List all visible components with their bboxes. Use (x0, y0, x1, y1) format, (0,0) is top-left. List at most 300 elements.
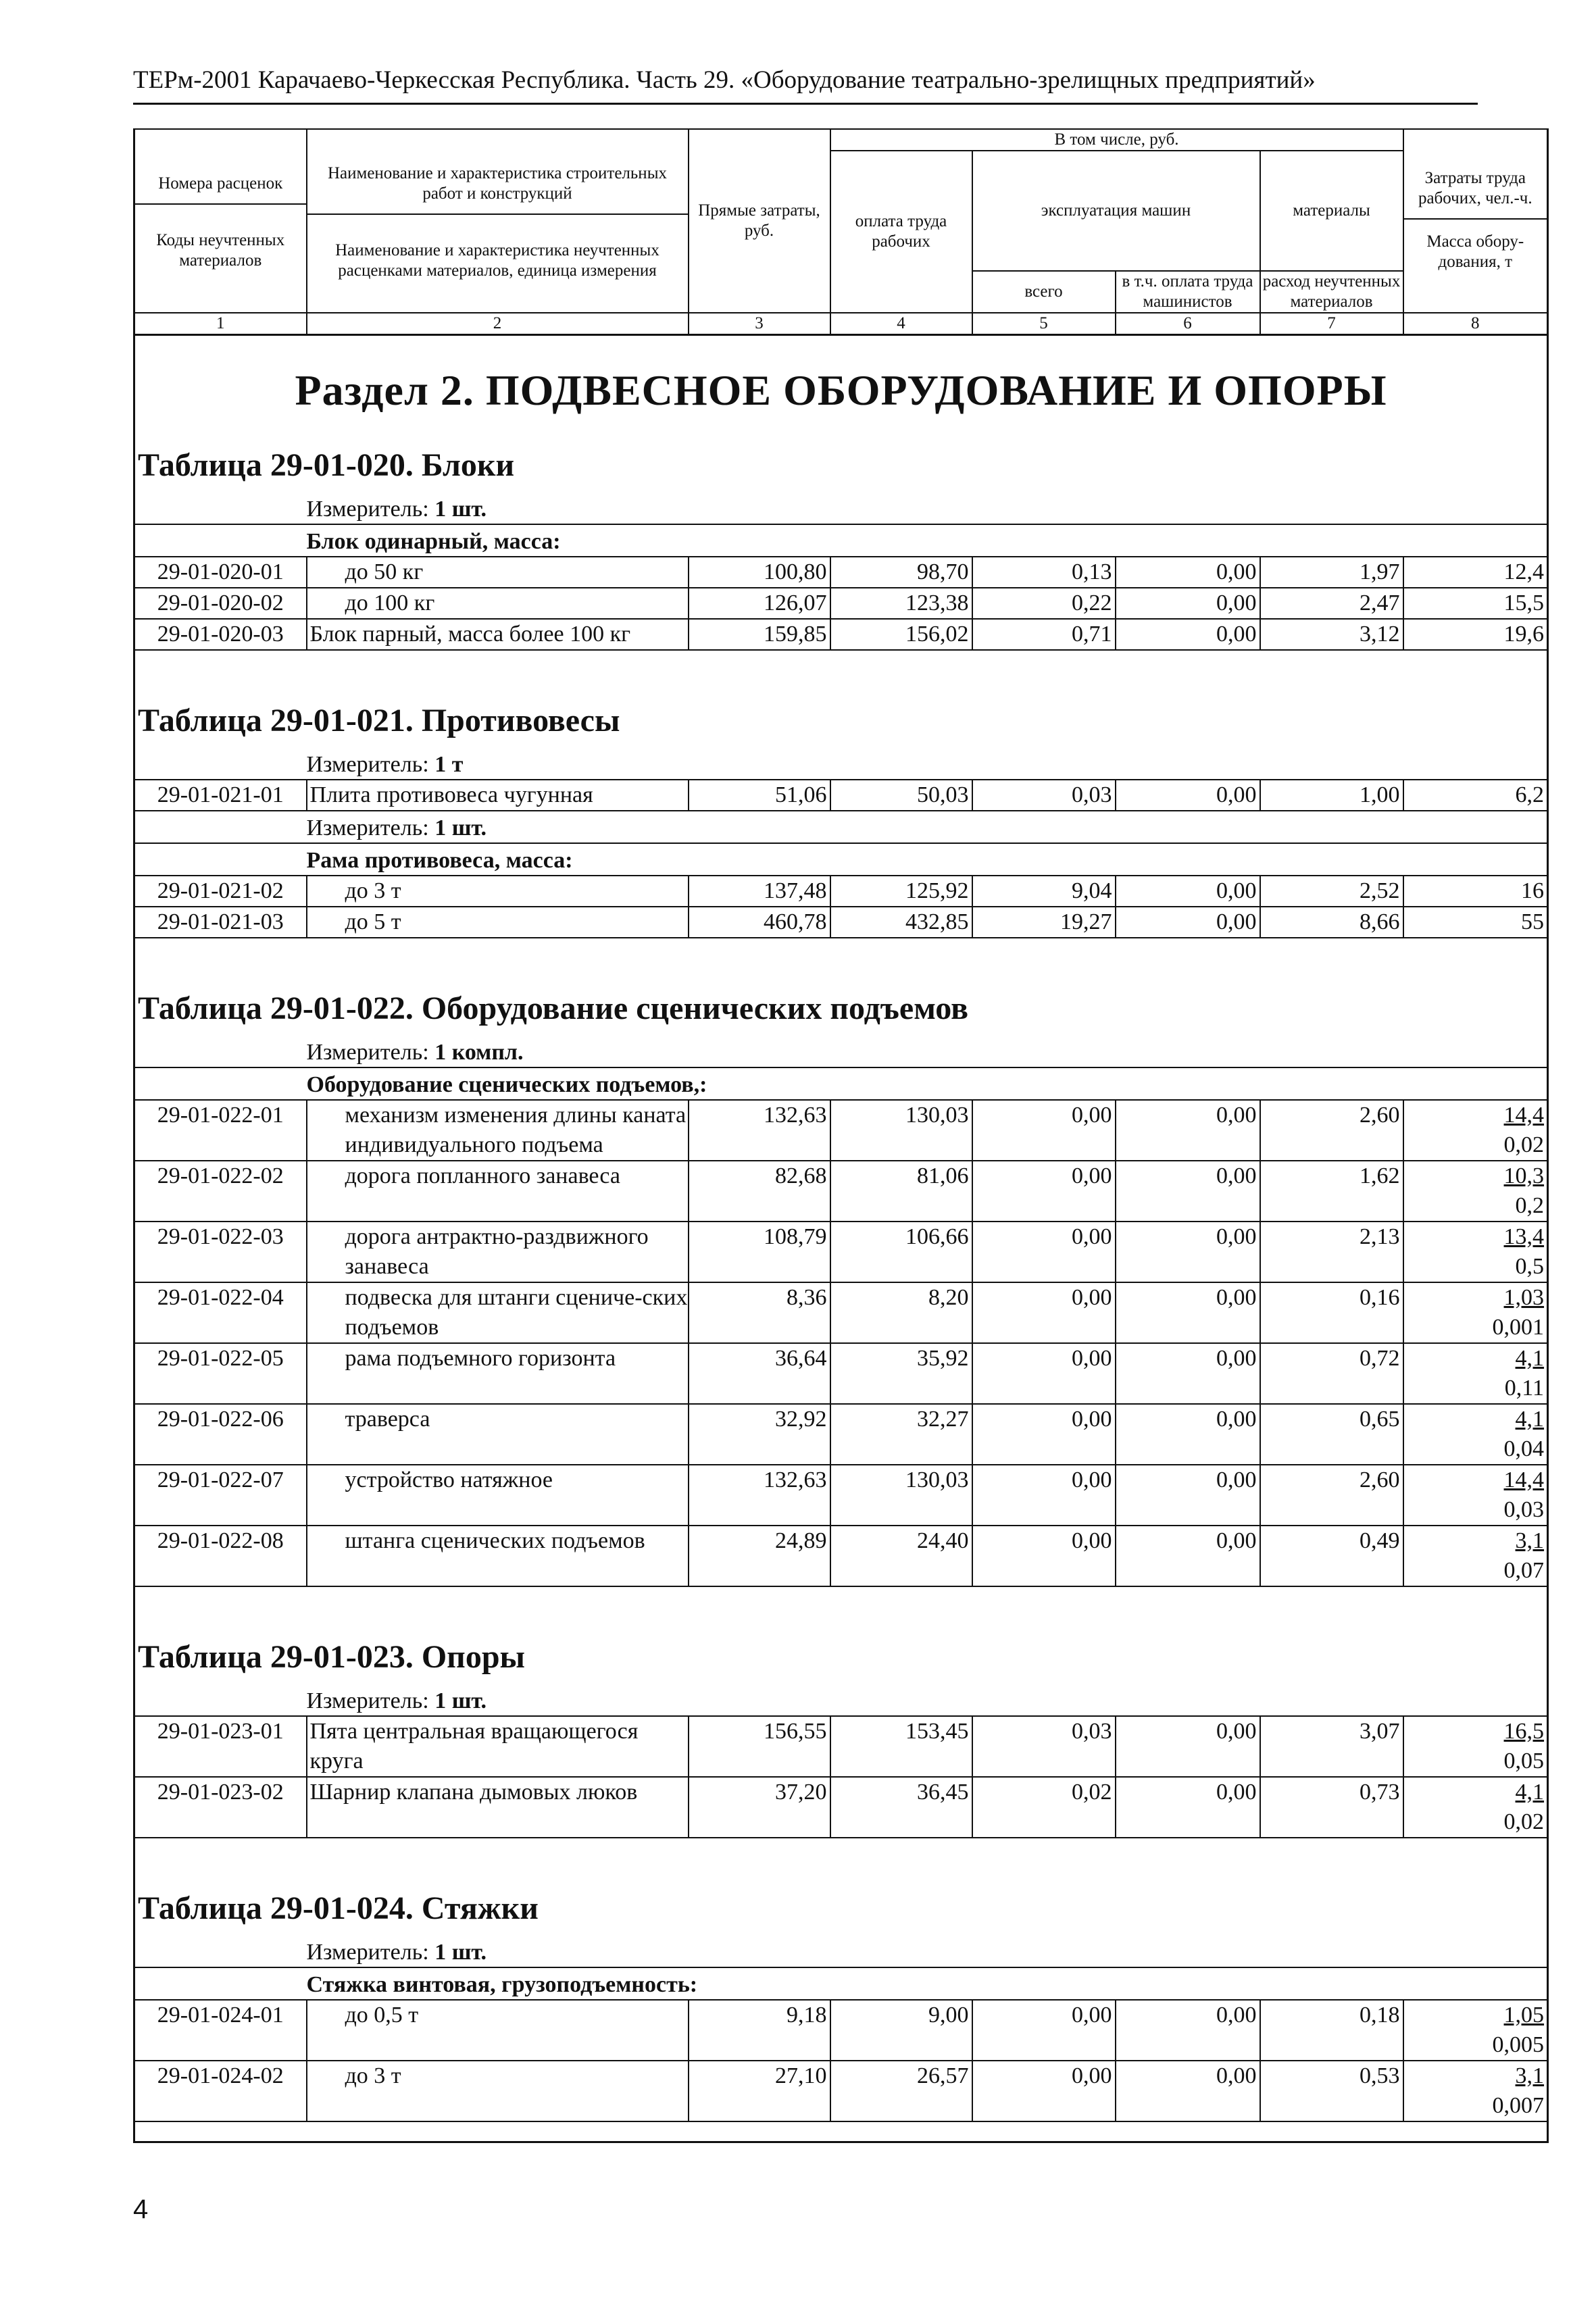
value-c6: 0,00 (1116, 1100, 1260, 1161)
value-c7: 8,66 (1260, 907, 1403, 938)
incl-header: В том числе, руб. (830, 129, 1403, 151)
unit-value: 1 шт. (434, 815, 487, 840)
labor-cost-cell (1403, 876, 1548, 907)
group-row (134, 524, 1548, 557)
table-row (134, 1282, 1548, 1343)
equipment-mass: 0,11 (1504, 1376, 1545, 1401)
unit-label: Измеритель: (306, 1688, 429, 1713)
group-title: Блок одинарный, масса: (307, 524, 1548, 557)
rate-code: 29-01-021-02 (134, 876, 307, 907)
section-title: Раздел 2. ПОДВЕСНОЕ ОБОРУДОВАНИЕ И ОПОРЫ (295, 366, 1387, 414)
rate-code: 29-01-024-01 (134, 2000, 307, 2061)
col2-header-bottom: Наименование и характеристика неучтенных расценками материалов, единица измерения (335, 241, 659, 280)
table-body (134, 335, 1548, 2142)
labor-cost-wrap (1404, 1465, 1545, 1495)
rate-name: до 5 т (307, 907, 689, 938)
unit-row (134, 811, 1548, 843)
labor-cost-cell (1403, 1526, 1548, 1586)
unit-row (134, 1936, 1548, 1967)
equipment-mass: 0,2 (1515, 1193, 1545, 1218)
labor-cost-cell (1403, 1100, 1548, 1161)
value-c4: 81,06 (830, 1161, 972, 1222)
header-rule (133, 103, 1478, 105)
rate-code: 29-01-024-02 (134, 2061, 307, 2121)
rate-name: подвеска для штанги сцениче-ских подъемов (307, 1282, 689, 1343)
value-c3: 132,63 (689, 1465, 830, 1526)
rate-name: рама подъемного горизонта (307, 1343, 689, 1404)
rate-name: устройство натяжное (307, 1465, 689, 1526)
labor-cost-cell (1403, 1777, 1548, 1838)
labor-cost: 1,03 (1503, 1285, 1545, 1310)
rate-code: 29-01-022-06 (134, 1404, 307, 1465)
rate-code: 29-01-020-03 (134, 619, 307, 650)
rate-code: 29-01-023-02 (134, 1777, 307, 1838)
labor-cost-wrap (1404, 2001, 1545, 2030)
spacer-row (134, 650, 1548, 688)
unit-cell (307, 493, 1548, 524)
unit-row (134, 748, 1548, 780)
materials-header: материалы (1260, 151, 1403, 271)
value-c3: 156,55 (689, 1716, 830, 1777)
table-title: Таблица 29-01-024. Стяжки (138, 1890, 539, 1926)
col6-header: в т.ч. оплата труда машинистов (1116, 271, 1260, 313)
value-c4: 9,00 (830, 2000, 972, 2061)
unit-value: 1 т (434, 752, 464, 777)
table-title: Таблица 29-01-021. Противовесы (138, 703, 620, 738)
labor-cost-wrap (1404, 2061, 1545, 2091)
group-spacer (134, 524, 307, 557)
labor-cost-wrap (1404, 1222, 1545, 1252)
col2-header (307, 129, 689, 313)
value-c7: 0,53 (1260, 2061, 1403, 2121)
value-c3: 8,36 (689, 1282, 830, 1343)
unit-cell (307, 811, 1548, 843)
value-c7: 0,73 (1260, 1777, 1403, 1838)
unit-row (134, 1684, 1548, 1716)
table-row (134, 557, 1548, 588)
column-number: 3 (689, 313, 830, 335)
value-c3: 51,06 (689, 780, 830, 811)
value-c4: 125,92 (830, 876, 972, 907)
rate-code: 29-01-021-01 (134, 780, 307, 811)
col2-header-top: Наименование и характеристика строительных работ и конструкций (307, 158, 688, 215)
rate-code: 29-01-020-01 (134, 557, 307, 588)
labor-cost-cell (1403, 557, 1548, 588)
value-c5: 0,03 (972, 780, 1116, 811)
table-row (134, 1526, 1548, 1586)
equipment-mass: 0,5 (1515, 1254, 1545, 1279)
value-c5: 0,00 (972, 1526, 1116, 1586)
labor-cost-cell (1403, 780, 1548, 811)
group-title: Стяжка винтовая, грузоподъемность: (307, 1967, 1548, 2000)
value-c7: 0,16 (1260, 1282, 1403, 1343)
labor-cost-cell (1403, 1282, 1548, 1343)
table-row (134, 1777, 1548, 1838)
value-c6: 0,00 (1116, 1222, 1260, 1282)
value-c4: 35,92 (830, 1343, 972, 1404)
column-numbers (134, 313, 1548, 335)
value-c5: 0,00 (972, 1222, 1116, 1282)
value-c3: 82,68 (689, 1161, 830, 1222)
labor-cost: 19,6 (1503, 622, 1545, 647)
value-c6: 0,00 (1116, 1526, 1260, 1586)
value-c4: 106,66 (830, 1222, 972, 1282)
rate-code: 29-01-022-02 (134, 1161, 307, 1222)
value-c5: 9,04 (972, 876, 1116, 907)
col8-header-bottom: Масса обору-дования, т (1426, 232, 1524, 271)
col1-header-top: Номера расценок (135, 168, 306, 205)
group-row (134, 1967, 1548, 2000)
value-c3: 460,78 (689, 907, 830, 938)
value-c7: 1,97 (1260, 557, 1403, 588)
equipment-mass: 0,05 (1503, 1749, 1545, 1774)
col3-header: Прямые затраты, руб. (689, 129, 830, 313)
value-c3: 100,80 (689, 557, 830, 588)
unit-spacer (134, 493, 307, 524)
unit-cell (307, 1936, 1548, 1967)
value-c6: 0,00 (1116, 1716, 1260, 1777)
labor-cost-cell (1403, 1404, 1548, 1465)
equipment-mass: 0,07 (1503, 1558, 1545, 1583)
rate-name: до 50 кг (307, 557, 689, 588)
col1-header (134, 129, 307, 313)
rate-code: 29-01-022-08 (134, 1526, 307, 1586)
labor-cost: 16 (1521, 878, 1545, 903)
table-row (134, 2061, 1548, 2121)
unit-value: 1 компл. (434, 1040, 524, 1065)
spacer (134, 2121, 1548, 2142)
value-c4: 36,45 (830, 1777, 972, 1838)
value-c3: 24,89 (689, 1526, 830, 1586)
value-c6: 0,00 (1116, 1282, 1260, 1343)
value-c6: 0,00 (1116, 1465, 1260, 1526)
spacer (134, 1586, 1548, 1625)
col4-header: оплата труда рабочих (830, 151, 972, 313)
value-c5: 19,27 (972, 907, 1116, 938)
column-header (134, 129, 1548, 335)
value-c3: 9,18 (689, 2000, 830, 2061)
rate-name: штанга сценических подъемов (307, 1526, 689, 1586)
rate-code: 29-01-022-03 (134, 1222, 307, 1282)
rates-table (133, 128, 1549, 2143)
unit-cell (307, 1036, 1548, 1067)
value-c5: 0,00 (972, 2061, 1116, 2121)
labor-cost-wrap (1404, 1526, 1545, 1556)
table-row (134, 907, 1548, 938)
value-c4: 8,20 (830, 1282, 972, 1343)
group-title: Оборудование сценических подъемов,: (307, 1067, 1548, 1100)
table-row (134, 780, 1548, 811)
labor-cost-cell (1403, 588, 1548, 619)
rate-code: 29-01-022-05 (134, 1343, 307, 1404)
labor-cost-wrap (1404, 1161, 1545, 1191)
value-c4: 98,70 (830, 557, 972, 588)
value-c5: 0,22 (972, 588, 1116, 619)
unit-spacer (134, 1936, 307, 1967)
unit-spacer (134, 1036, 307, 1067)
page-header: ТЕРм-2001 Карачаево-Черкесская Республика. Часть 29. «Оборудование театрально-зрелищных предприятий» (133, 66, 1316, 94)
value-c5: 0,00 (972, 1465, 1116, 1526)
value-c4: 32,27 (830, 1404, 972, 1465)
value-c7: 1,00 (1260, 780, 1403, 811)
table-row (134, 588, 1548, 619)
value-c3: 132,63 (689, 1100, 830, 1161)
unit-row (134, 493, 1548, 524)
unit-label: Измеритель: (306, 815, 429, 840)
labor-cost: 3,1 (1515, 2063, 1545, 2088)
value-c7: 2,60 (1260, 1100, 1403, 1161)
table-title-row (134, 433, 1548, 493)
unit-label: Измеритель: (306, 1040, 429, 1065)
rate-name: траверса (307, 1404, 689, 1465)
spacer (134, 938, 1548, 976)
value-c5: 0,13 (972, 557, 1116, 588)
rate-code: 29-01-022-07 (134, 1465, 307, 1526)
value-c4: 26,57 (830, 2061, 972, 2121)
rate-name: дорога антрактно-раздвижного занавеса (307, 1222, 689, 1282)
value-c6: 0,00 (1116, 588, 1260, 619)
col8-header-top: Затраты труда рабочих, чел.-ч. (1404, 167, 1547, 220)
labor-cost-cell (1403, 1222, 1548, 1282)
value-c7: 2,13 (1260, 1222, 1403, 1282)
value-c6: 0,00 (1116, 1777, 1260, 1838)
rate-name: дорога попланного занавеса (307, 1161, 689, 1222)
unit-spacer (134, 811, 307, 843)
spacer-row (134, 1586, 1548, 1625)
table-title-row (134, 688, 1548, 748)
labor-cost-cell (1403, 619, 1548, 650)
value-c6: 0,00 (1116, 780, 1260, 811)
labor-cost-cell (1403, 1161, 1548, 1222)
value-c4: 130,03 (830, 1465, 972, 1526)
value-c4: 24,40 (830, 1526, 972, 1586)
labor-cost: 4,1 (1515, 1780, 1545, 1805)
col7-header: расход неучтенных материалов (1260, 271, 1403, 313)
labor-cost-wrap (1404, 1101, 1545, 1130)
value-c7: 0,18 (1260, 2000, 1403, 2061)
value-c6: 0,00 (1116, 557, 1260, 588)
group-row (134, 843, 1548, 876)
rate-name: до 100 кг (307, 588, 689, 619)
value-c3: 126,07 (689, 588, 830, 619)
table-row (134, 2000, 1548, 2061)
unit-cell (307, 748, 1548, 780)
value-c6: 0,00 (1116, 1404, 1260, 1465)
value-c6: 0,00 (1116, 1161, 1260, 1222)
labor-cost-cell (1403, 2000, 1548, 2061)
value-c6: 0,00 (1116, 2061, 1260, 2121)
labor-cost: 14,4 (1503, 1103, 1545, 1128)
labor-cost: 13,4 (1503, 1224, 1545, 1249)
labor-cost-wrap (1404, 1778, 1545, 1807)
labor-cost: 15,5 (1503, 590, 1545, 615)
labor-cost: 6,2 (1515, 782, 1545, 807)
labor-cost-cell (1403, 1343, 1548, 1404)
labor-cost: 55 (1521, 909, 1545, 934)
table-row (134, 1716, 1548, 1777)
rate-name: Плита противовеса чугунная (307, 780, 689, 811)
labor-cost: 1,05 (1503, 2003, 1545, 2028)
value-c3: 108,79 (689, 1222, 830, 1282)
group-spacer (134, 1067, 307, 1100)
value-c4: 153,45 (830, 1716, 972, 1777)
page-number: 4 (133, 2194, 149, 2224)
unit-cell (307, 1684, 1548, 1716)
group-row (134, 1067, 1548, 1100)
rate-code: 29-01-022-04 (134, 1282, 307, 1343)
column-number: 6 (1116, 313, 1260, 335)
value-c7: 0,65 (1260, 1404, 1403, 1465)
value-c6: 0,00 (1116, 907, 1260, 938)
value-c7: 0,49 (1260, 1526, 1403, 1586)
labor-cost-cell (1403, 907, 1548, 938)
unit-label: Измеритель: (306, 1940, 429, 1965)
group-spacer (134, 843, 307, 876)
value-c3: 37,20 (689, 1777, 830, 1838)
value-c5: 0,02 (972, 1777, 1116, 1838)
value-c5: 0,03 (972, 1716, 1116, 1777)
labor-cost-wrap (1404, 1717, 1545, 1746)
value-c3: 36,64 (689, 1343, 830, 1404)
value-c5: 0,00 (972, 1343, 1116, 1404)
unit-value: 1 шт. (434, 1688, 487, 1713)
unit-label: Измеритель: (306, 497, 429, 522)
spacer-row (134, 1838, 1548, 1876)
section-title-row (134, 335, 1548, 434)
value-c5: 0,00 (972, 1404, 1116, 1465)
rate-code: 29-01-021-03 (134, 907, 307, 938)
group-spacer (134, 1967, 307, 2000)
table-title: Таблица 29-01-020. Блоки (138, 447, 515, 483)
group-title: Рама противовеса, масса: (307, 843, 1548, 876)
labor-cost-cell (1403, 2061, 1548, 2121)
spacer-row (134, 938, 1548, 976)
column-number: 7 (1260, 313, 1403, 335)
equipment-mass: 0,03 (1503, 1497, 1545, 1522)
equipment-mass: 0,02 (1503, 1132, 1545, 1157)
labor-cost: 10,3 (1503, 1163, 1545, 1188)
table-row (134, 1465, 1548, 1526)
value-c4: 50,03 (830, 780, 972, 811)
rate-name: до 0,5 т (307, 2000, 689, 2061)
equipment-mass: 0,007 (1492, 2093, 1545, 2118)
table-title-row (134, 976, 1548, 1036)
col5-header: всего (972, 271, 1116, 313)
value-c5: 0,00 (972, 1161, 1116, 1222)
rate-name: до 3 т (307, 876, 689, 907)
table-row (134, 1404, 1548, 1465)
table-row (134, 1343, 1548, 1404)
value-c3: 32,92 (689, 1404, 830, 1465)
value-c7: 0,72 (1260, 1343, 1403, 1404)
value-c7: 3,12 (1260, 619, 1403, 650)
spacer-row (134, 2121, 1548, 2142)
labor-cost-cell (1403, 1465, 1548, 1526)
table-row (134, 1161, 1548, 1222)
labor-cost-cell (1403, 1716, 1548, 1777)
labor-cost-wrap (1404, 1283, 1545, 1313)
equipment-mass: 0,04 (1503, 1436, 1545, 1461)
labor-cost-wrap (1404, 1405, 1545, 1434)
rate-code: 29-01-023-01 (134, 1716, 307, 1777)
table-title-row (134, 1876, 1548, 1936)
spacer (134, 650, 1548, 688)
rate-name: до 3 т (307, 2061, 689, 2121)
col8-header (1403, 129, 1548, 313)
rate-name: Блок парный, масса более 100 кг (307, 619, 689, 650)
value-c5: 0,71 (972, 619, 1116, 650)
table-row (134, 619, 1548, 650)
table-title-row (134, 1625, 1548, 1684)
value-c7: 2,47 (1260, 588, 1403, 619)
unit-label: Измеритель: (306, 752, 429, 777)
table-row (134, 1100, 1548, 1161)
labor-cost: 12,4 (1503, 559, 1545, 584)
column-number: 5 (972, 313, 1116, 335)
table-title: Таблица 29-01-022. Оборудование сценических подъемов (138, 990, 968, 1026)
column-number: 2 (307, 313, 689, 335)
rate-code: 29-01-020-02 (134, 588, 307, 619)
table-row (134, 1222, 1548, 1282)
table-row (134, 876, 1548, 907)
value-c6: 0,00 (1116, 876, 1260, 907)
value-c6: 0,00 (1116, 619, 1260, 650)
machines-header: эксплуатация машин (972, 151, 1260, 271)
rate-code: 29-01-022-01 (134, 1100, 307, 1161)
labor-cost: 14,4 (1503, 1467, 1545, 1492)
value-c5: 0,00 (972, 1100, 1116, 1161)
value-c5: 0,00 (972, 1282, 1116, 1343)
value-c7: 3,07 (1260, 1716, 1403, 1777)
value-c4: 130,03 (830, 1100, 972, 1161)
labor-cost: 4,1 (1515, 1407, 1545, 1432)
value-c7: 2,60 (1260, 1465, 1403, 1526)
equipment-mass: 0,005 (1492, 2032, 1545, 2057)
labor-cost-wrap (1404, 1344, 1545, 1374)
rate-name: механизм изменения длины каната индивидуального подъема (307, 1100, 689, 1161)
labor-cost: 16,5 (1503, 1719, 1545, 1744)
value-c6: 0,00 (1116, 2000, 1260, 2061)
rate-name: Пята центральная вращающегося круга (307, 1716, 689, 1777)
column-number: 8 (1403, 313, 1548, 335)
column-number: 1 (134, 313, 307, 335)
rate-name: Шарнир клапана дымовых люков (307, 1777, 689, 1838)
value-c7: 2,52 (1260, 876, 1403, 907)
unit-value: 1 шт. (434, 497, 487, 522)
value-c5: 0,00 (972, 2000, 1116, 2061)
value-c3: 27,10 (689, 2061, 830, 2121)
table-title: Таблица 29-01-023. Опоры (138, 1639, 525, 1675)
labor-cost: 4,1 (1515, 1346, 1545, 1371)
spacer (134, 1838, 1548, 1876)
col1-header-bottom: Коды неучтенных материалов (156, 231, 285, 270)
unit-spacer (134, 1684, 307, 1716)
equipment-mass: 0,02 (1503, 1809, 1545, 1834)
value-c6: 0,00 (1116, 1343, 1260, 1404)
unit-value: 1 шт. (434, 1940, 487, 1965)
value-c7: 1,62 (1260, 1161, 1403, 1222)
value-c4: 123,38 (830, 588, 972, 619)
value-c4: 432,85 (830, 907, 972, 938)
labor-cost: 3,1 (1515, 1528, 1545, 1553)
unit-row (134, 1036, 1548, 1067)
value-c3: 159,85 (689, 619, 830, 650)
value-c3: 137,48 (689, 876, 830, 907)
value-c4: 156,02 (830, 619, 972, 650)
column-number: 4 (830, 313, 972, 335)
equipment-mass: 0,001 (1492, 1315, 1545, 1340)
unit-spacer (134, 748, 307, 780)
